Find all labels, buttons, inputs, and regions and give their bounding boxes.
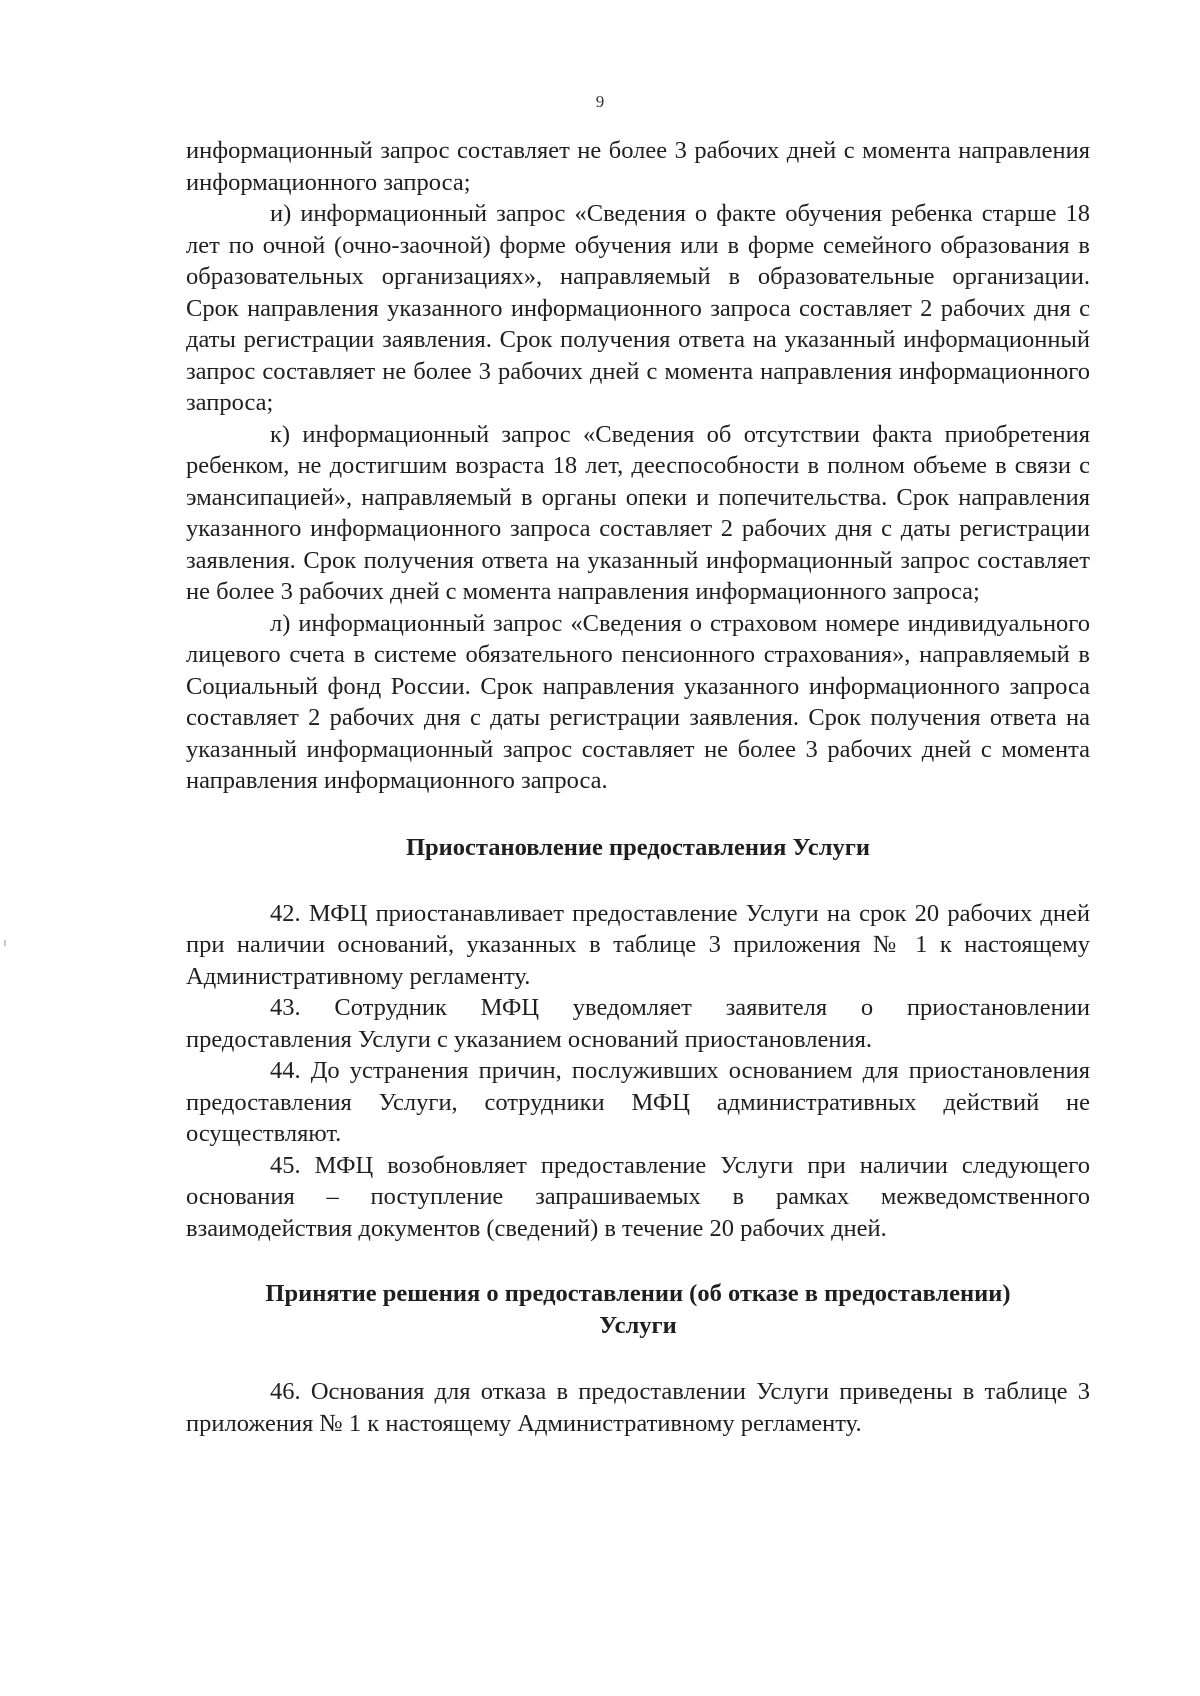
paragraph-45: 45. МФЦ возобновляет предоставление Услуги при наличии следующего основания – поступление запрашиваемых в рамках межведомственного взаимодействия документов (сведений) в течение 20 рабочих дней. [186,1151,1090,1242]
document-body [186,135,1090,1439]
paragraph-continued: информационный запрос составляет не более 3 рабочих дней с момента направления информационного запроса; [186,137,1090,196]
paragraph-item-k: к) информационный запрос «Сведения об отсутствии факта приобретения ребенком, не достигшим возраста 18 лет, дееспособности в полном объеме в связи с эмансипацией», направляемый в органы опеки и попечительства. Срок направления указанного информационного запроса составляет 2 рабочих дня с даты регистрации заявления. Срок получения ответа на указанный информационный запрос составляет не более 3 рабочих дней с момента направления информационного запроса; [186,420,1090,605]
scan-edge-mark [4,940,6,946]
paragraph-42: 42. МФЦ приостанавливает предоставление Услуги на срок 20 рабочих дней при наличии оснований, указанных в таблице 3 приложения № 1 к настоящему Административному регламенту. [186,899,1090,990]
paragraph-item-i: и) информационный запрос «Сведения о факте обучения ребенка старше 18 лет по очной (очно-заочной) форме обучения или в форме семейного образования в образовательных организациях», направляемый в образовательные организации. Срок направления указанного информационного запроса составляет 2 рабочих дня с даты регистрации заявления. Срок получения ответа на указанный информационный запрос составляет не более 3 рабочих дней с момента направления информационного запроса; [186,200,1090,416]
page-number: 9 [595,92,605,111]
section-heading-decision-line1: Принятие решения о предоставлении (об отказе в предоставлении) [265,1280,1011,1307]
paragraph-46: 46. Основания для отказа в предоставлении Услуги приведены в таблице 3 приложения № 1 к настоящему Административному регламенту. [186,1378,1090,1437]
section-heading-decision [186,1278,1090,1342]
paragraph-item-l: л) информационный запрос «Сведения о страховом номере индивидуального лицевого счета в системе обязательного пенсионного страхования», направляемый в Социальный фонд России. Срок направления указанного информационного запроса составляет 2 рабочих дня с даты регистрации заявления. Срок получения ответа на указанный информационный запрос составляет не более 3 рабочих дней с момента направления информационного запроса. [186,609,1090,794]
section-heading-decision-line2: Услуги [599,1312,677,1339]
section-heading-suspension: Приостановление предоставления Услуги [405,833,870,861]
paragraph-43: 43. Сотрудник МФЦ уведомляет заявителя о приостановлении предоставления Услуги с указанием оснований приостановления. [186,994,1090,1053]
paragraph-44: 44. До устранения причин, послуживших основанием для приостановления предоставления Услуги, сотрудники МФЦ административных действий не осуществляют. [186,1057,1090,1147]
